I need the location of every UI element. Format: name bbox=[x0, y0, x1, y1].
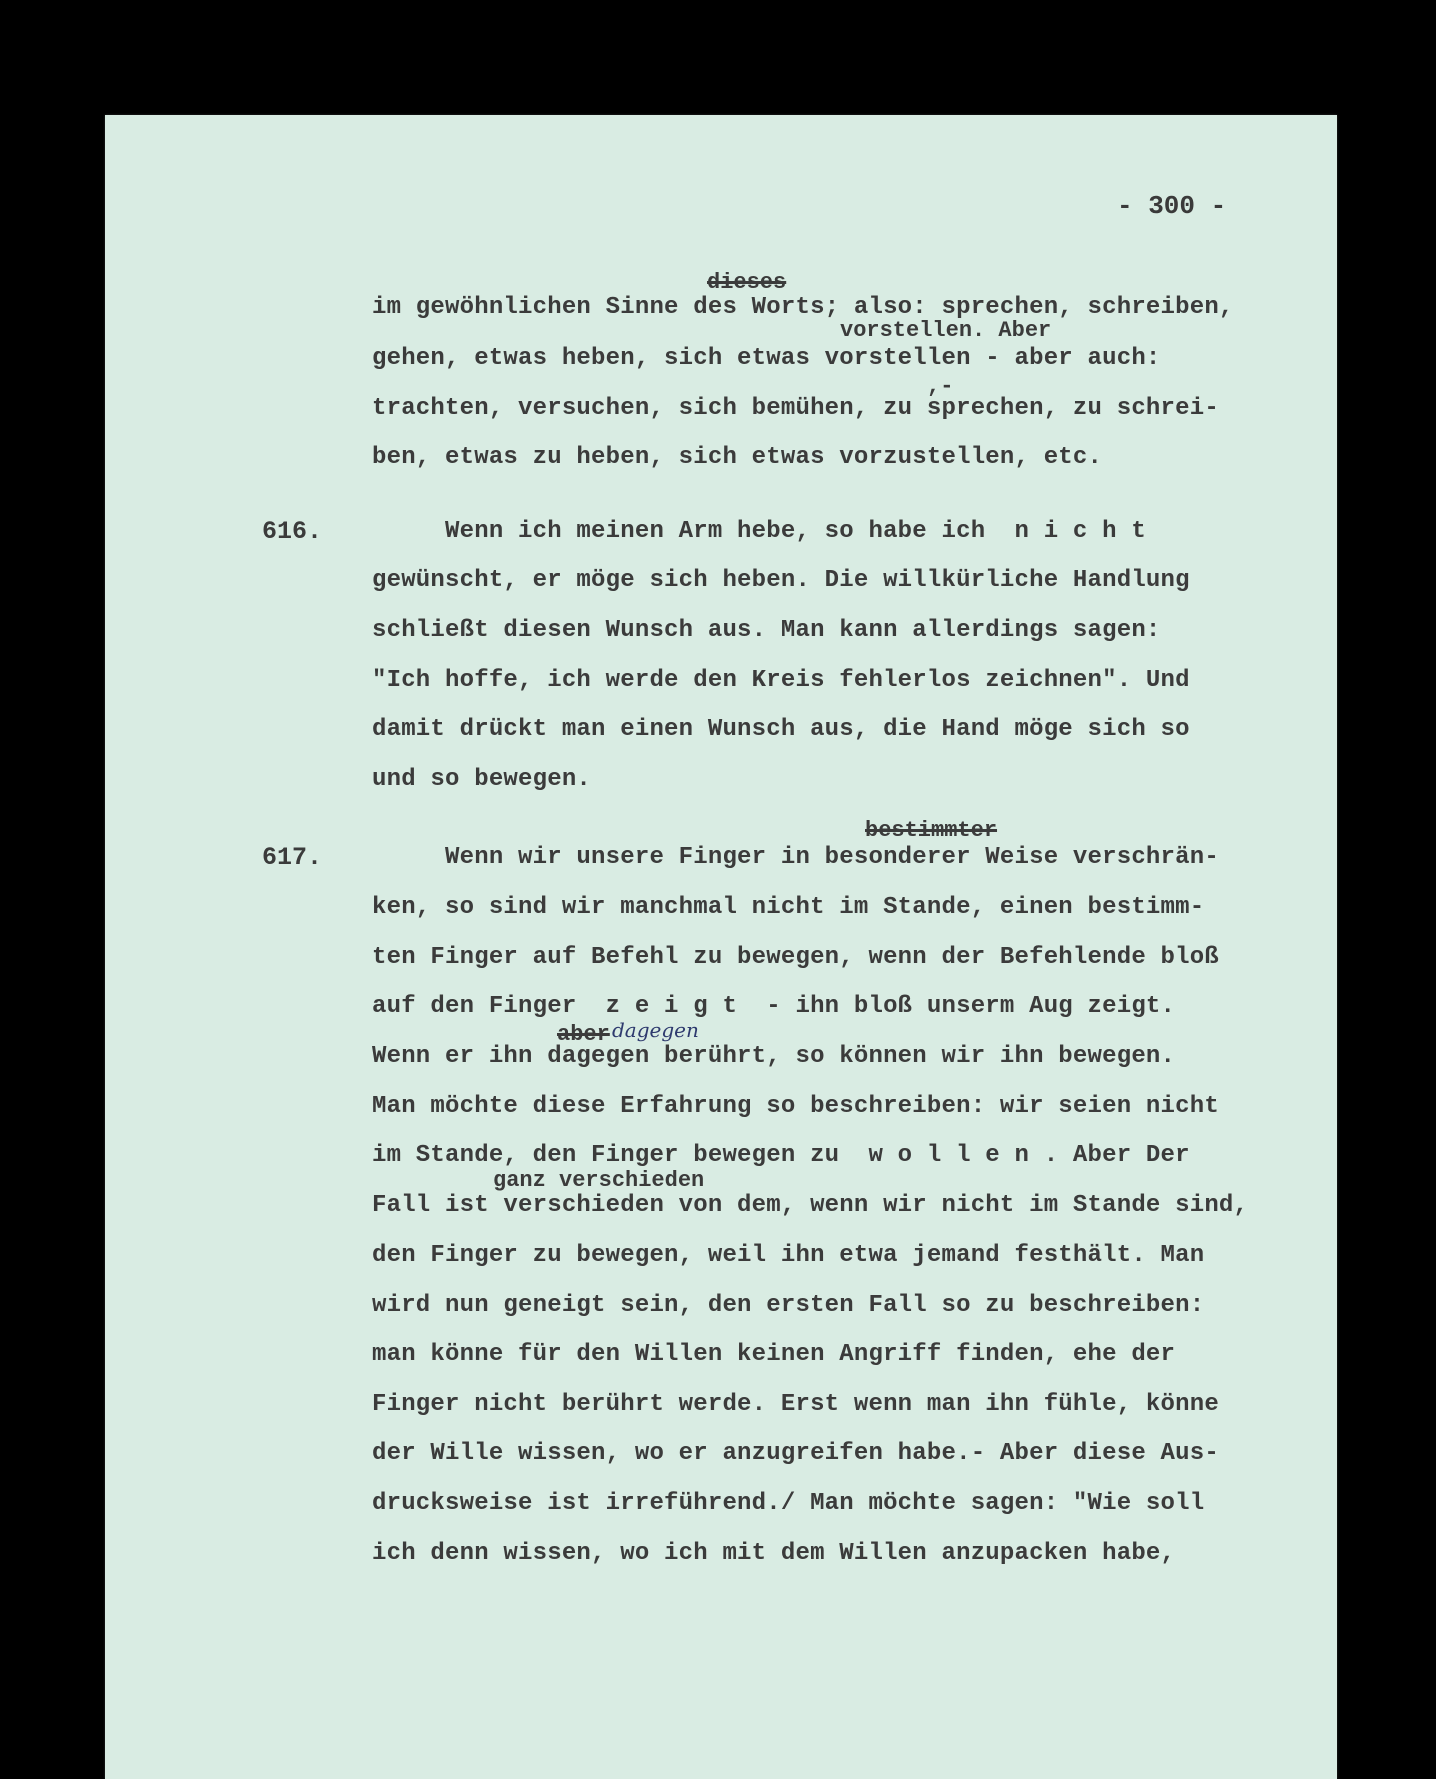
paragraph-number-616: 616. bbox=[262, 517, 323, 546]
paragraph-number-617: 617. bbox=[262, 843, 323, 872]
para617-line: Fall ist verschieden von dem, wenn wir nicht im Stande sind, bbox=[372, 1192, 1249, 1219]
text-line-2: gehen, etwas heben, sich etwas vorstellen - aber auch: bbox=[372, 345, 1161, 372]
para617-line: ken, so sind wir manchmal nicht im Stande, einen bestimm- bbox=[372, 894, 1205, 921]
struck-insertion-bestimmter: bestimmter bbox=[865, 818, 998, 843]
struck-insertion-dieses: dieses bbox=[707, 270, 787, 295]
page-number: - 300 - bbox=[1117, 191, 1227, 221]
para617-line: man könne für den Willen keinen Angriff finden, ehe der bbox=[372, 1341, 1176, 1368]
para617-line: ich denn wissen, wo ich mit dem Willen anzupacken habe, bbox=[372, 1540, 1176, 1567]
para617-line: Man möchte diese Erfahrung so beschreiben: wir seien nicht bbox=[372, 1093, 1219, 1120]
insertion-vorstellen-aber: vorstellen. Aber bbox=[840, 318, 1052, 343]
para617-line: den Finger zu bewegen, weil ihn etwa jemand festhält. Man bbox=[372, 1242, 1205, 1269]
para616-line: Wenn ich meinen Arm hebe, so habe ich n i c h t bbox=[372, 518, 1146, 545]
text-line-1: im gewöhnlichen Sinne des Worts; also: sprechen, schreiben, bbox=[372, 294, 1234, 321]
handwritten-insertion-dagegen: dagegen bbox=[612, 1018, 699, 1042]
para616-line: schließt diesen Wunsch aus. Man kann allerdings sagen: bbox=[372, 617, 1161, 644]
para617-line: im Stande, den Finger bewegen zu w o l l e n . Aber Der bbox=[372, 1142, 1190, 1169]
para617-line: Wenn wir unsere Finger in besonderer Weise verschrän- bbox=[372, 844, 1219, 871]
para616-line: damit drückt man einen Wunsch aus, die Hand möge sich so bbox=[372, 716, 1190, 743]
para616-line: gewünscht, er möge sich heben. Die willkürliche Handlung bbox=[372, 567, 1190, 594]
para617-line: Finger nicht berührt werde. Erst wenn man ihn fühle, könne bbox=[372, 1391, 1219, 1418]
para617-line: Wenn er ihn dagegen berührt, so können wir ihn bewegen. bbox=[372, 1043, 1176, 1070]
para617-line: wird nun geneigt sein, den ersten Fall so zu beschreiben: bbox=[372, 1292, 1205, 1319]
para616-line: und so bewegen. bbox=[372, 766, 592, 793]
text-line-3: trachten, versuchen, sich bemühen, zu sprechen, zu schrei- bbox=[372, 395, 1219, 422]
para617-line: ten Finger auf Befehl zu bewegen, wenn der Befehlende bloß bbox=[372, 944, 1219, 971]
text-line-4: ben, etwas zu heben, sich etwas vorzustellen, etc. bbox=[372, 444, 1103, 471]
struck-insertion-aber: aber bbox=[557, 1022, 610, 1047]
para617-line: drucksweise ist irreführend./ Man möchte sagen: "Wie soll bbox=[372, 1490, 1205, 1517]
insertion-ganz-verschieden: ganz verschieden bbox=[493, 1168, 705, 1193]
insertion-comma: ,- bbox=[927, 374, 954, 399]
para616-line: "Ich hoffe, ich werde den Kreis fehlerlos zeichnen". Und bbox=[372, 667, 1190, 694]
para617-line: der Wille wissen, wo er anzugreifen habe.- Aber diese Aus- bbox=[372, 1440, 1219, 1467]
para617-line: auf den Finger z e i g t - ihn bloß unserm Aug zeigt. bbox=[372, 993, 1176, 1020]
